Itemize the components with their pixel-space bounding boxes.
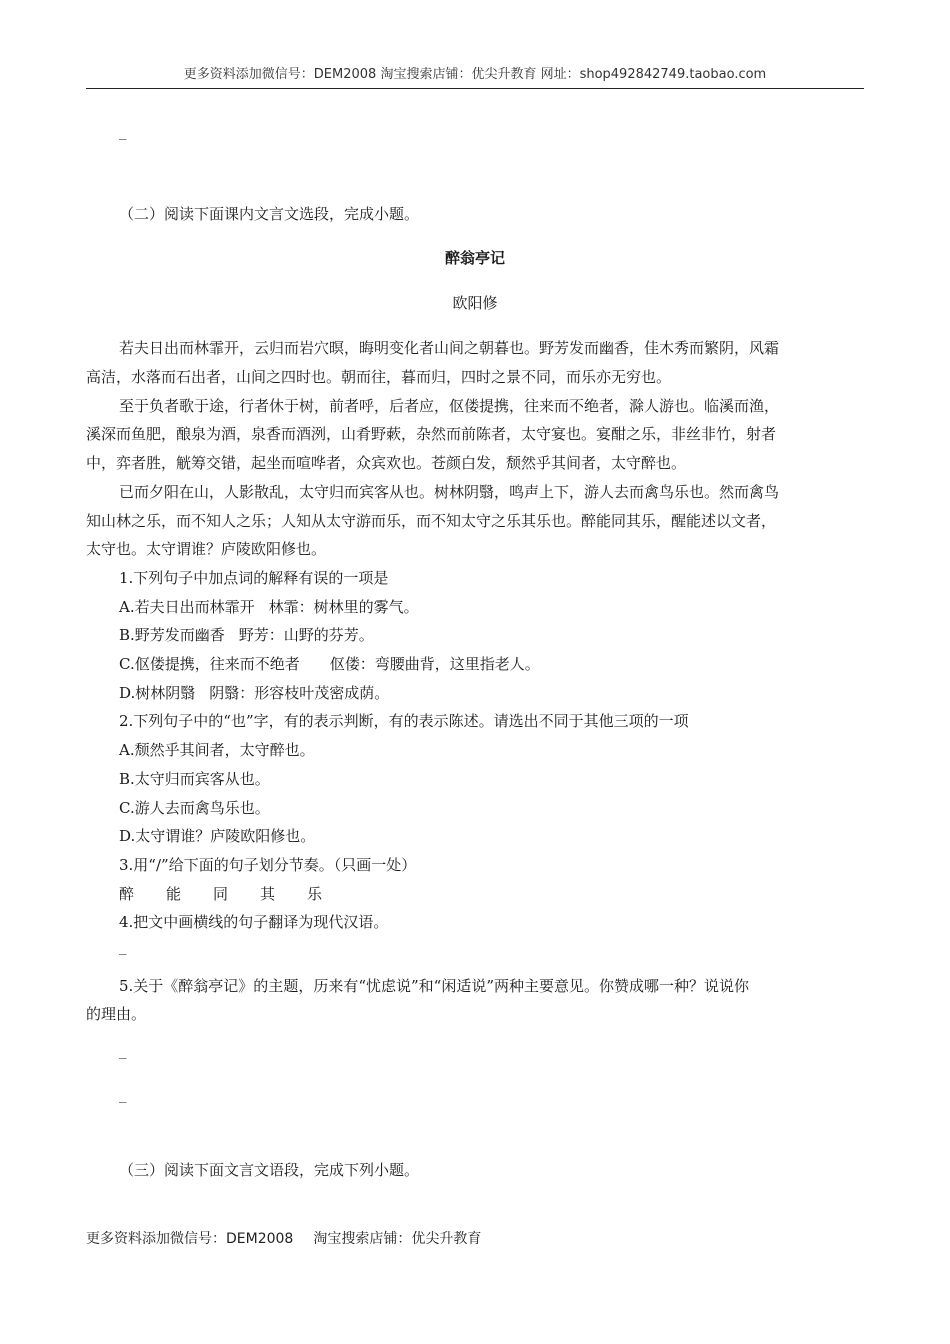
passage-p2-line1: 至于负者歌于途，行者休于树，前者呼，后者应，伛偻提携，往来而不绝者，滁人游也。临溪而渔， — [119, 397, 780, 415]
q1-a-sentence: A.若夫日出而林霏开 — [119, 598, 255, 616]
passage-p2-line3: 中，弈者胜，觥筹交错，起坐而喧哗者，众宾欢也。苍颜白发，颓然乎其间者，太守醉也。 — [86, 454, 687, 472]
q4-stem: 4.把文中画横线的句子翻译为现代汉语。 — [119, 913, 389, 931]
footer-shop: 淘宝搜索店铺：优尖升教育 — [313, 1231, 482, 1247]
passage-p3-line3: 太守也。太守谓谁？庐陵欧阳修也。 — [86, 540, 327, 558]
answer-blank: _ — [119, 937, 127, 955]
page-footer — [86, 1229, 481, 1249]
q1-d-sentence: D.树林阴翳 — [119, 684, 196, 702]
q5-line1: 5.关于《醉翁亭记》的主题，历来有“忧虑说”和“闲适说”两种主要意见。你赞成哪一种？说说你 — [119, 977, 749, 995]
answer-blank: _ — [119, 1041, 127, 1059]
q1-option-d — [119, 682, 389, 704]
q2-option-b: B.太守归而宾客从也。 — [119, 770, 270, 788]
q1-option-a — [119, 596, 419, 618]
q2-option-c: C.游人去而禽鸟乐也。 — [119, 799, 270, 817]
rhythm-char: 醉 — [119, 885, 135, 903]
passage-p3-line1: 已而夕阳在山，人影散乱，太守归而宾客从也。树林阴翳，鸣声上下，游人去而禽鸟乐也。然而禽鸟 — [119, 483, 780, 501]
rhythm-char: 同 — [213, 885, 229, 903]
rhythm-char: 乐 — [307, 885, 323, 903]
answer-blank: _ — [119, 122, 127, 140]
q2-stem: 2.下列句子中的“也”字，有的表示判断，有的表示陈述。请选出不同于其他三项的一项 — [119, 712, 689, 730]
rhythm-char: 能 — [166, 885, 182, 903]
passage-title: 醉翁亭记 — [444, 249, 505, 267]
q1-option-c — [119, 653, 540, 675]
header-text: 更多资料添加微信号：DEM2008 淘宝搜索店铺：优尖升教育 网址：shop492842749.taobao.com — [183, 67, 767, 82]
answer-blank: _ — [119, 1085, 127, 1103]
page-header — [86, 66, 864, 89]
passage-author: 欧阳修 — [452, 294, 498, 312]
q2-option-a: A.颓然乎其间者，太守醉也。 — [119, 741, 315, 759]
q1-option-b — [119, 624, 374, 646]
q3-rhythm-sentence — [119, 883, 354, 905]
q1-d-explanation: 阴翳：形容枝叶茂密成荫。 — [209, 684, 390, 702]
rhythm-char: 其 — [260, 885, 276, 903]
q1-a-explanation: 林霏：树林里的雾气。 — [268, 598, 419, 616]
q3-stem: 3.用“/”给下面的句子划分节奏。（只画一处） — [119, 856, 417, 874]
section2-intro: （二）阅读下面课内文言文选段，完成小题。 — [119, 205, 420, 223]
passage-p2-line2: 溪深而鱼肥，酿泉为酒，泉香而酒洌，山肴野蔌，杂然而前陈者，太守宴也。宴酣之乐，非丝非竹，射者 — [86, 425, 777, 443]
passage-p1-line1: 若夫日出而林霏开，云归而岩穴暝，晦明变化者山间之朝暮也。野芳发而幽香，佳木秀而繁阴，风霜 — [119, 339, 780, 357]
q1-c-explanation: 伛偻：弯腰曲背，这里指老人。 — [329, 655, 540, 673]
q1-stem: 1.下列句子中加点词的解释有误的一项是 — [119, 569, 389, 587]
passage-p3-line2: 知山林之乐，而不知人之乐；人知从太守游而乐，而不知太守之乐其乐也。醉能同其乐，醒能述以文者， — [86, 512, 777, 530]
q1-c-sentence: C.伛偻提携，往来而不绝者 — [119, 655, 300, 673]
section3-intro: （三）阅读下面文言文语段，完成下列小题。 — [119, 1161, 420, 1179]
q2-option-d: D.太守谓谁？庐陵欧阳修也。 — [119, 827, 316, 845]
passage-p1-line2: 高洁，水落而石出者，山间之四时也。朝而往，暮而归，四时之景不同，而乐亦无穷也。 — [86, 368, 672, 386]
q5-line2: 的理由。 — [86, 1005, 147, 1023]
q1-b-sentence: B.野芳发而幽香 — [119, 626, 225, 644]
q1-b-explanation: 野芳：山野的芬芳。 — [238, 626, 374, 644]
footer-wechat: 更多资料添加微信号：DEM2008 — [86, 1231, 294, 1247]
